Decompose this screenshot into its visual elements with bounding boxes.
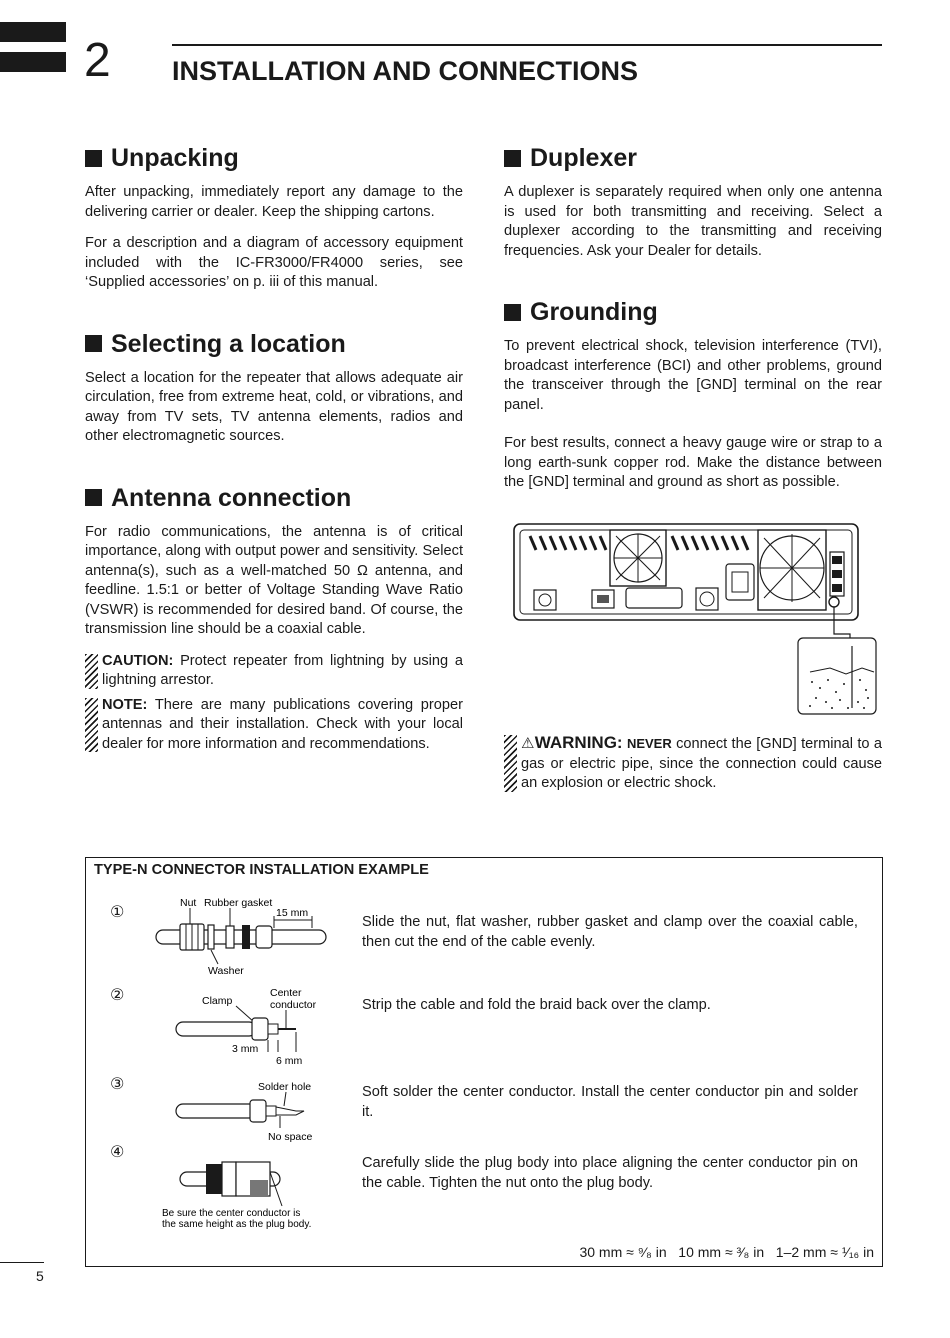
bullet-square-icon xyxy=(85,489,102,506)
antenna-heading: Antenna connection xyxy=(85,483,463,513)
grounding-p2: For best results, connect a heavy gauge wire or strap to a long earth-sunk copper rod. Make the distance between the [GND] terminal and ground as short as possible. xyxy=(504,435,882,490)
label-solder-hole: Solder hole xyxy=(258,1081,312,1093)
location-p1: Select a location for the repeater that allows adequate air circulation, free from extreme heat, cold, or vibrations, and away from TV sets, TV antenna elements, radios and other electromagnetic sources. xyxy=(85,369,463,444)
step-number: ① xyxy=(110,904,125,921)
label-no-space: No space xyxy=(268,1131,313,1143)
right-column xyxy=(504,143,882,493)
antenna-p1: For radio communications, the antenna is of critical importance, along with output power and sensitivity. Select antenna(s), such as a well-matched 50 Ω antenna, and feedline. 1.5:1 or better of Voltage Standing Wave Ratio (VSWR) is recommended for desired band. Of course, the transmission line should be a coaxial cable. xyxy=(85,523,463,637)
duplexer-p1: A duplexer is separately required when only one antenna is used for both transmitting and receiving. Select a duplexer according to the transmitting and receiving frequencies. Ask your Dealer for details. xyxy=(504,184,882,259)
box-title: TYPE-N CONNECTOR INSTALLATION EXAMPLE xyxy=(94,862,429,878)
caution-note: CAUTION: Protect repeater from lightning by using a lightning arrestor. xyxy=(85,652,463,691)
hatch-icon xyxy=(504,735,517,792)
step-number: ④ xyxy=(110,1144,125,1161)
hatch-icon xyxy=(85,654,98,689)
step-text: Strip the cable and fold the braid back over the clamp. xyxy=(362,997,711,1013)
bullet-square-icon xyxy=(85,150,102,167)
antenna-note: NOTE: There are many publications covering proper antennas and their installation. Check with your local dealer for more information and recommendations. xyxy=(85,696,463,755)
hatch-icon xyxy=(85,698,98,753)
grounding-p1: To prevent electrical shock, television interference (TVI), broadcast interference (BCI) and other problems, ground the transceiver through the [GND] terminal on the rear panel. xyxy=(504,338,882,413)
label-3mm: 3 mm xyxy=(232,1043,259,1055)
label-note-line2: the same height as the plug body. xyxy=(162,1219,312,1230)
step2-diagram xyxy=(172,982,342,1074)
chapter-rule xyxy=(172,44,882,46)
chapter-title: INSTALLATION AND CONNECTIONS xyxy=(172,56,638,86)
location-heading: Selecting a location xyxy=(85,329,463,359)
connector-installation-box xyxy=(85,857,883,1267)
label-note-line1: Be sure the center conductor is xyxy=(162,1208,301,1219)
rear-panel-illustration xyxy=(512,522,878,718)
page-rule xyxy=(0,1262,44,1263)
label-washer: Washer xyxy=(208,965,244,977)
chapter-tab-marker xyxy=(0,52,66,72)
warning-triangle-icon: ⚠ xyxy=(521,735,535,752)
step-number: ③ xyxy=(110,1076,125,1093)
label-15mm: 15 mm xyxy=(276,907,309,919)
step-text: Slide the nut, flat washer, rubber gasket and clamp over the coaxial cable, then cut the end of the cable evenly. xyxy=(362,914,858,950)
label-conductor: conductor xyxy=(270,999,317,1011)
grounding-heading: Grounding xyxy=(504,297,882,327)
label-center: Center xyxy=(270,987,302,999)
step-number: ② xyxy=(110,987,125,1004)
left-column xyxy=(85,143,463,754)
label-clamp: Clamp xyxy=(202,995,233,1007)
duplexer-heading: Duplexer xyxy=(504,143,882,173)
bullet-square-icon xyxy=(85,335,102,352)
step1-diagram xyxy=(152,894,332,982)
unit-conversion: 30 mm ≈ ⁹⁄₈ in 10 mm ≈ ³⁄₈ in 1–2 mm ≈ ¹⁄₁₆ in xyxy=(579,1244,874,1260)
chapter-tab-marker xyxy=(0,22,66,42)
step3-diagram xyxy=(172,1076,342,1148)
label-nut: Nut xyxy=(180,897,197,909)
step4-diagram xyxy=(160,1160,350,1232)
label-rubber-gasket: Rubber gasket xyxy=(204,897,273,909)
unpacking-p2: For a description and a diagram of accessory equipment included with the IC-FR3000/FR4000 series, see ‘Supplied accessories’ on p. iii of this manual. xyxy=(85,235,463,290)
bullet-square-icon xyxy=(504,304,521,321)
bullet-square-icon xyxy=(504,150,521,167)
label-6mm: 6 mm xyxy=(276,1055,303,1067)
step-text: Soft solder the center conductor. Install the center conductor pin and solder it. xyxy=(362,1084,858,1120)
warning-note: ⚠WARNING: NEVER connect the [GND] terminal to a gas or electric pipe, since the connection could cause an explosion or electric shock. xyxy=(504,733,882,794)
unpacking-heading: Unpacking xyxy=(85,143,463,173)
unpacking-p1: After unpacking, immediately report any damage to the delivering carrier or dealer. Keep the shipping cartons. xyxy=(85,184,463,220)
page-number: 5 xyxy=(36,1268,44,1284)
chapter-number: 2 xyxy=(84,34,111,87)
step-text: Carefully slide the plug body into place aligning the center conductor pin on the cable. Tighten the nut onto the plug body. xyxy=(362,1155,858,1191)
